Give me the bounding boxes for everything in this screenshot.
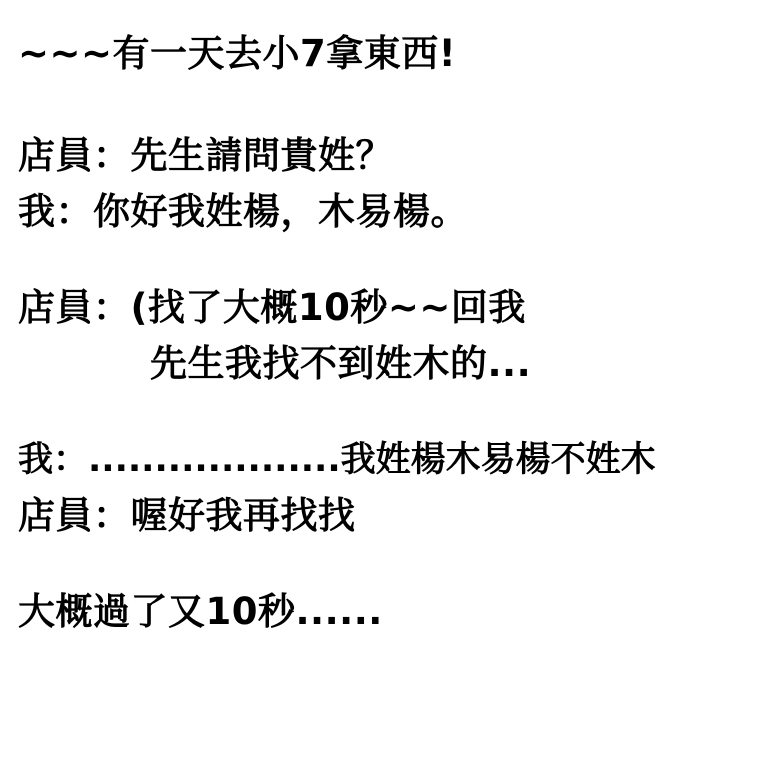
paragraph-spacer [18, 544, 751, 584]
paragraph-spacer [18, 240, 751, 280]
text-line-clerk-search-continued: 先生我找不到姓木的... [150, 342, 532, 385]
paragraph-spacer [18, 392, 751, 432]
paragraph-spacer [18, 82, 751, 128]
text-line-clerk-ok: 店員：喔好我再找找 [18, 494, 356, 537]
text-line-my-reply: 我：...................我姓楊木易楊不姓木 [18, 440, 656, 480]
text-line-closing: 大概過了又10秒...... [18, 590, 383, 633]
text-line-intro: ~~~有一天去小7拿東西! [18, 32, 457, 75]
text-line-clerk-search: 店員：(找了大概10秒~~回我 [18, 286, 526, 329]
text-line-clerk-question: 店員：先生請問貴姓？ [18, 134, 393, 177]
text-line-my-answer: 我：你好我姓楊，木易楊。 [18, 190, 468, 233]
